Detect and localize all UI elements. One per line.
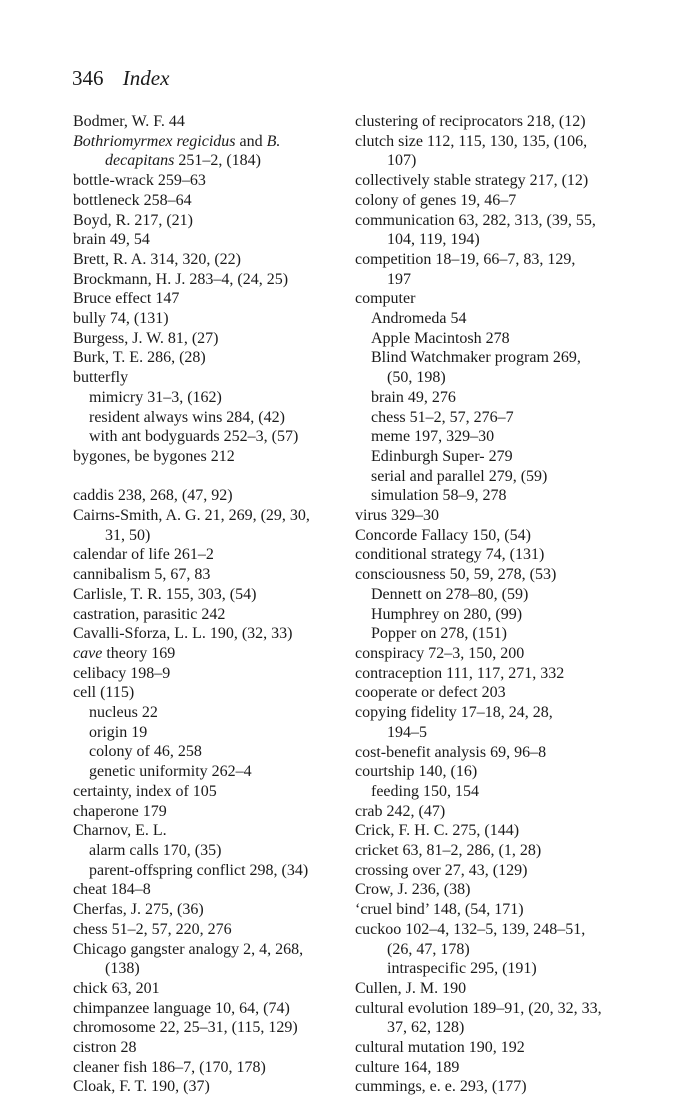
index-entry: culture 164, 189 [355,1058,460,1076]
index-entry: Blind Watchmaker program 269, [371,349,581,367]
index-entry: 107) [387,152,417,170]
index-entry: conspiracy 72–3, 150, 200 [355,644,525,662]
index-entry: cost-benefit analysis 69, 96–8 [355,743,547,761]
index-entry: Humphrey on 280, (99) [371,605,523,623]
index-entry: Popper on 278, (151) [371,625,507,643]
index-entry: bottle-wrack 259–63 [73,172,206,190]
index-entry: feeding 150, 154 [371,782,479,800]
index-entry: Burgess, J. W. 81, (27) [73,329,219,347]
index-entry: cannibalism 5, 67, 83 [73,566,211,584]
index-entry: Cairns-Smith, A. G. 21, 269, (29, 30, [73,507,310,525]
index-entry: Cavalli-Sforza, L. L. 190, (32, 33) [73,625,293,643]
index-entry: Dennett on 278–80, (59) [371,585,529,603]
index-entry: cave theory 169 [73,644,176,662]
index-entry: clustering of reciprocators 218, (12) [355,113,586,130]
index-entry: meme 197, 329–30 [371,428,495,446]
index-entry: courtship 140, (16) [355,763,478,781]
entry-gap [73,467,343,487]
page-title: Index [122,66,170,90]
index-entry: communication 63, 282, 313, (39, 55, [355,211,596,229]
index-entry: Crow, J. 236, (38) [355,881,471,899]
index-entry: Chicago gangster analogy 2, 4, 268, [73,940,304,958]
index-entry: cleaner fish 186–7, (170, 178) [73,1058,266,1076]
index-entry: chess 51–2, 57, 276–7 [371,408,514,426]
index-entry: brain 49, 276 [371,388,456,406]
index-entry: parent-offspring conflict 298, (34) [89,861,309,879]
index-entry: 194–5 [387,723,427,741]
index-entry: cummings, e. e. 293, (177) [355,1078,527,1096]
index-entry: cheat 184–8 [73,881,151,899]
index-entry: Boyd, R. 217, (21) [73,211,193,229]
index-entry: ‘cruel bind’ 148, (54, 171) [355,901,524,919]
index-entry: clutch size 112, 115, 130, 135, (106, [355,132,588,150]
index-entry: chromosome 22, 25–31, (115, 129) [73,1019,298,1037]
index-entry: cultural evolution 189–91, (20, 32, 33, [355,999,602,1017]
index-entry: certainty, index of 105 [73,782,217,800]
page-number: 346 [72,66,104,90]
index-entry: cuckoo 102–4, 132–5, 139, 248–51, [355,920,586,938]
index-entry: butterfly [73,369,129,387]
index-entry: 31, 50) [105,526,151,544]
index-entry: Brett, R. A. 314, 320, (22) [73,250,241,268]
index-entry: Cloak, F. T. 190, (37) [73,1078,210,1096]
index-entry: decapitans 251–2, (184) [105,152,261,170]
index-entry: (50, 198) [387,369,446,387]
page-header [72,66,169,91]
index-entry: nucleus 22 [89,704,158,722]
index-entry: virus 329–30 [355,507,439,525]
index-column-left [73,112,343,1097]
index-entry: origin 19 [89,723,148,741]
index-entry: Crick, F. H. C. 275, (144) [355,822,520,840]
index-entry: bottleneck 258–64 [73,191,192,209]
index-entry: chimpanzee language 10, 64, (74) [73,999,290,1017]
index-entry: Bodmer, W. F. 44 [73,113,185,130]
index-column-right [355,112,655,1097]
index-entry: 37, 62, 128) [387,1019,465,1037]
index-entry: with ant bodyguards 252–3, (57) [89,428,299,446]
index-entry: Charnov, E. L. [73,822,167,840]
index-entry: contraception 111, 117, 271, 332 [355,664,565,682]
index-entry: (26, 47, 178) [387,940,470,958]
index-entry: Bothriomyrmex regicidus and B. [73,132,281,150]
index-entry: Carlisle, T. R. 155, 303, (54) [73,585,257,603]
index-entry: cultural mutation 190, 192 [355,1039,525,1057]
index-entry: crossing over 27, 43, (129) [355,861,528,879]
index-entry: celibacy 198–9 [73,664,171,682]
index-entry: bygones, be bygones 212 [73,447,235,465]
index-entry: Burk, T. E. 286, (28) [73,349,206,367]
index-entry: 104, 119, 194) [387,231,480,249]
index-entry: Andromeda 54 [371,310,467,328]
index-entry: chick 63, 201 [73,979,160,997]
index-entry: crab 242, (47) [355,802,446,820]
index-entry: conditional strategy 74, (131) [355,546,545,564]
index-entry: calendar of life 261–2 [73,546,214,564]
index-entry: serial and parallel 279, (59) [371,467,548,485]
index-entry: (138) [105,960,140,978]
index-entry: brain 49, 54 [73,231,150,249]
index-entry: computer [355,290,416,308]
index-entry: 197 [387,270,411,288]
index-entry: Brockmann, H. J. 283–4, (24, 25) [73,270,289,288]
index-entry: alarm calls 170, (35) [89,842,222,859]
index-entry: chaperone 179 [73,802,167,820]
index-entry: copying fidelity 17–18, 24, 28, [355,704,553,722]
index-entry: collectively stable strategy 217, (12) [355,172,589,190]
index-entry: Cullen, J. M. 190 [355,979,467,997]
index-entry: colony of genes 19, 46–7 [355,191,517,209]
index-entry: castration, parasitic 242 [73,605,226,623]
index-entry: genetic uniformity 262–4 [89,763,252,781]
index-entry: bully 74, (131) [73,310,169,328]
index-entry: colony of 46, 258 [89,743,202,761]
index-entry: intraspecific 295, (191) [387,960,537,978]
index-entry: Apple Macintosh 278 [371,329,510,347]
index-entry: cistron 28 [73,1039,137,1057]
index-entry: cell (115) [73,684,135,702]
index-entry: Cherfas, J. 275, (36) [73,901,204,919]
index-entry: Concorde Fallacy 150, (54) [355,526,531,544]
index-entry: cricket 63, 81–2, 286, (1, 28) [355,842,542,860]
index-entry: cooperate or defect 203 [355,684,506,702]
index-entry: Bruce effect 147 [73,290,180,308]
index-entry: caddis 238, 268, (47, 92) [73,487,233,505]
index-entry: mimicry 31–3, (162) [89,388,222,406]
index-entry: Edinburgh Super- 279 [371,447,513,465]
index-entry: chess 51–2, 57, 220, 276 [73,920,232,938]
index-entry: competition 18–19, 66–7, 83, 129, [355,250,576,268]
index-entry: consciousness 50, 59, 278, (53) [355,566,557,584]
index-entry: resident always wins 284, (42) [89,408,285,426]
index-entry: simulation 58–9, 278 [371,487,507,505]
